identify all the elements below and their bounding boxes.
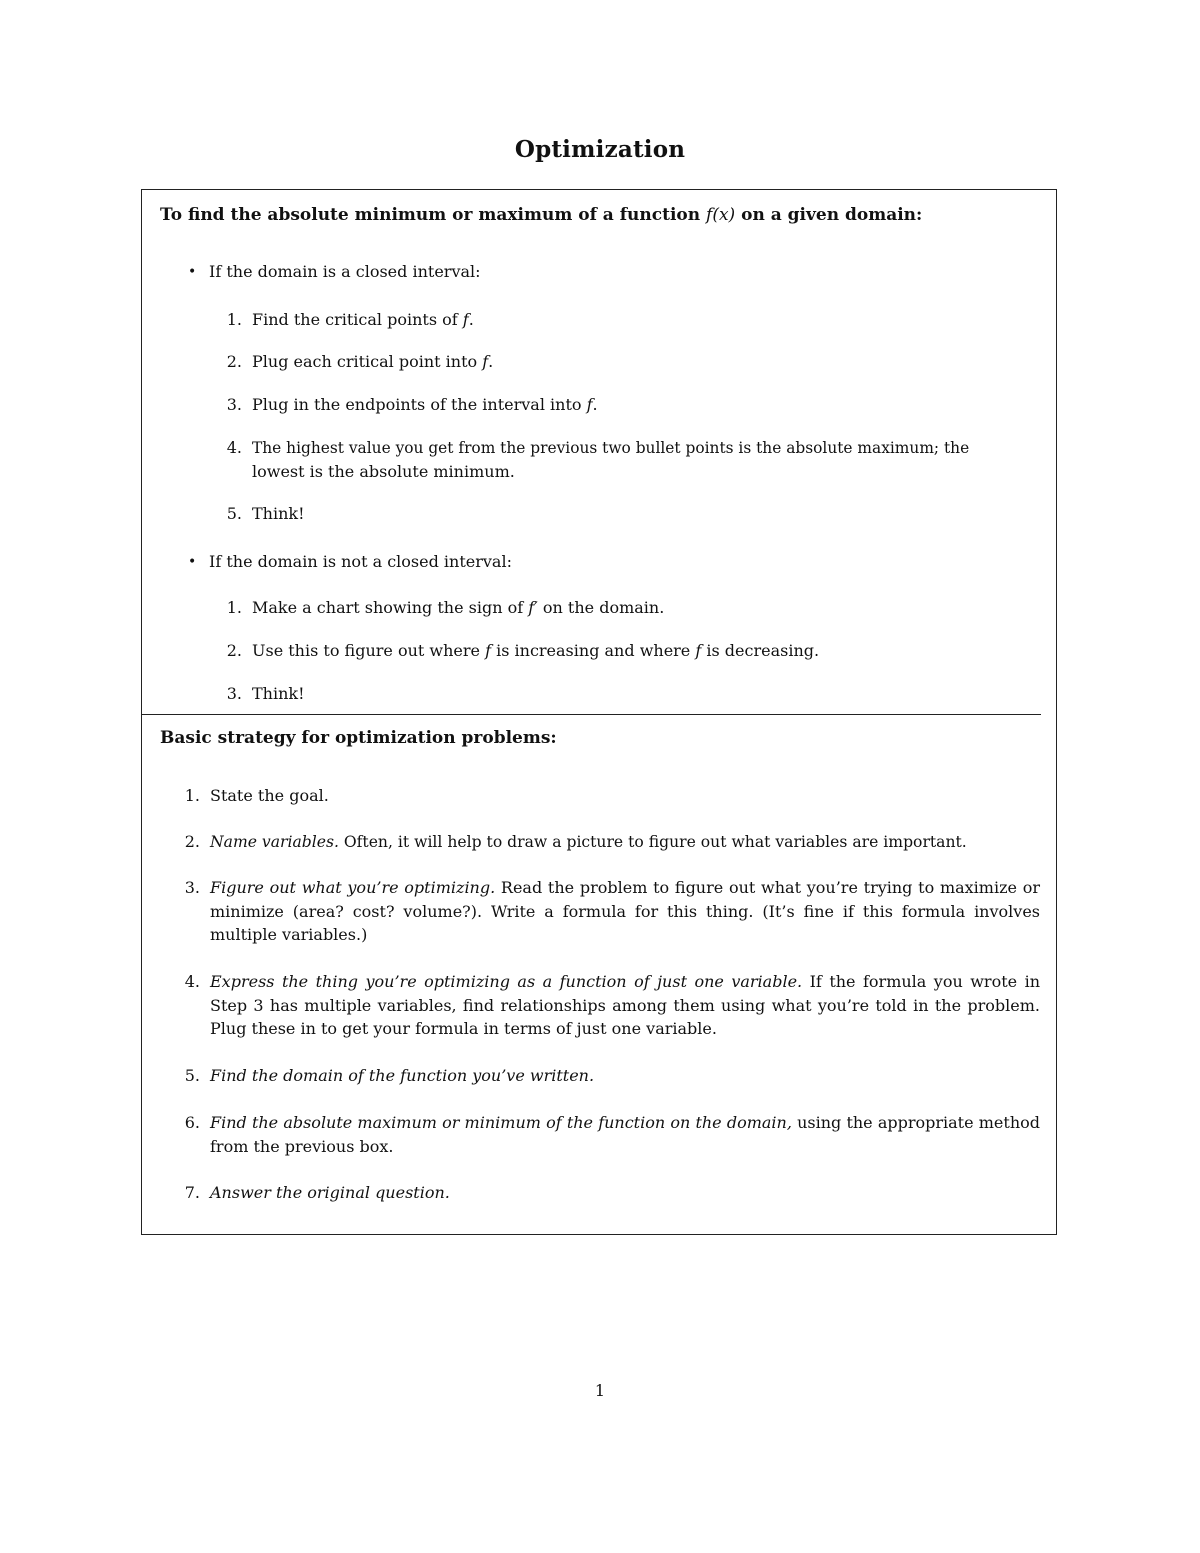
step-var: f — [482, 352, 489, 371]
closed-step-4-line-1: The highest value you get from the previous two bullet points is the absolute maximum; the — [252, 439, 970, 457]
step-number: 6. — [184, 1113, 200, 1132]
strategy-heading: Basic strategy for optimization problems: — [160, 728, 557, 748]
closed-step-4-line-2: lowest is the absolute minimum. — [252, 462, 515, 481]
step-end: . — [488, 352, 494, 371]
step-italic: Find the absolute maximum or minimum of the function on the domain, — [210, 1113, 792, 1132]
closed-step-5: Think! — [252, 504, 305, 523]
bullet-icon: • — [188, 264, 197, 280]
step-var: f′ — [528, 598, 538, 617]
open-step-1 — [252, 596, 664, 620]
step-number: 1. — [226, 598, 242, 617]
step-number: 5. — [226, 504, 242, 523]
step-number: 5. — [184, 1066, 200, 1085]
step-italic: Name variables. — [210, 833, 339, 851]
closed-step-1 — [252, 308, 474, 332]
page-title: Optimization — [514, 136, 686, 163]
step-text: Make a chart showing the sign of — [252, 598, 529, 617]
step-italic: Answer the original question. — [210, 1183, 450, 1202]
step-text: Use this to figure out where — [252, 641, 486, 660]
step-italic: Express the thing you’re optimizing as a function of just one variable. — [210, 972, 803, 991]
open-interval-label: If the domain is not a closed interval: — [209, 552, 512, 571]
step-end: . — [468, 310, 474, 329]
strategy-step-4 — [210, 970, 1040, 1041]
step-number: 1. — [184, 786, 200, 805]
open-step-2 — [252, 639, 819, 663]
step-italic: Figure out what you’re optimizing. — [210, 878, 496, 897]
open-step-3: Think! — [252, 684, 305, 703]
step-text: Plug in the endpoints of the interval into — [252, 395, 587, 414]
strategy-step-2 — [210, 830, 967, 854]
step-var: f — [586, 395, 593, 414]
heading-suffix: on a given domain: — [735, 205, 923, 225]
step-var: f — [462, 310, 469, 329]
strategy-step-6 — [210, 1111, 1040, 1158]
step-number: 4. — [226, 438, 242, 457]
step-number: 2. — [226, 352, 242, 371]
heading-prefix: To find the absolute minimum or maximum of a function — [160, 205, 707, 225]
strategy-step-1: State the goal. — [210, 786, 329, 805]
heading-function: f(x) — [706, 205, 736, 225]
step-text: Read the problem to figure out what you’re trying to maximize or minimize (area? cost? volume?). Write a formula for this thing. (It’s fine if this formula involves multiple variables.) — [210, 878, 1040, 944]
step-number: 1. — [226, 310, 242, 329]
step-text: Often, it will help to draw a picture to figure out what variables are important. — [338, 833, 967, 851]
step-var: f — [695, 641, 702, 660]
step-text: If the formula you wrote in Step 3 has multiple variables, find relationships among them using what you’re told in the problem. Plug these in to get your formula in terms of just one variable. — [210, 972, 1040, 1038]
strategy-step-5 — [210, 1064, 594, 1088]
step-var: f — [485, 641, 492, 660]
step-text: using the appropriate method from the previous box. — [210, 1113, 1040, 1156]
step-number: 3. — [226, 684, 242, 703]
absolute-extrema-heading — [160, 205, 922, 225]
step-number: 2. — [184, 832, 200, 851]
step-number: 7. — [184, 1183, 200, 1202]
bullet-icon: • — [188, 554, 197, 570]
step-text: Find the critical points of — [252, 310, 463, 329]
closed-step-2 — [252, 350, 493, 374]
step-number: 4. — [184, 972, 200, 991]
step-number: 3. — [184, 878, 200, 897]
page-number: 1 — [594, 1381, 606, 1400]
closed-step-3 — [252, 393, 598, 417]
strategy-step-7 — [210, 1181, 450, 1205]
step-end: . — [592, 395, 598, 414]
step-number: 2. — [226, 641, 242, 660]
step-text: Plug each critical point into — [252, 352, 483, 371]
step-text: on the domain. — [537, 598, 665, 617]
step-text: is increasing and where — [491, 641, 696, 660]
strategy-step-3 — [210, 876, 1040, 947]
step-number: 3. — [226, 395, 242, 414]
box-divider — [141, 714, 1041, 715]
step-text: is decreasing. — [701, 641, 820, 660]
closed-interval-label: If the domain is a closed interval: — [209, 262, 481, 281]
step-italic: Find the domain of the function you’ve written. — [210, 1066, 595, 1085]
